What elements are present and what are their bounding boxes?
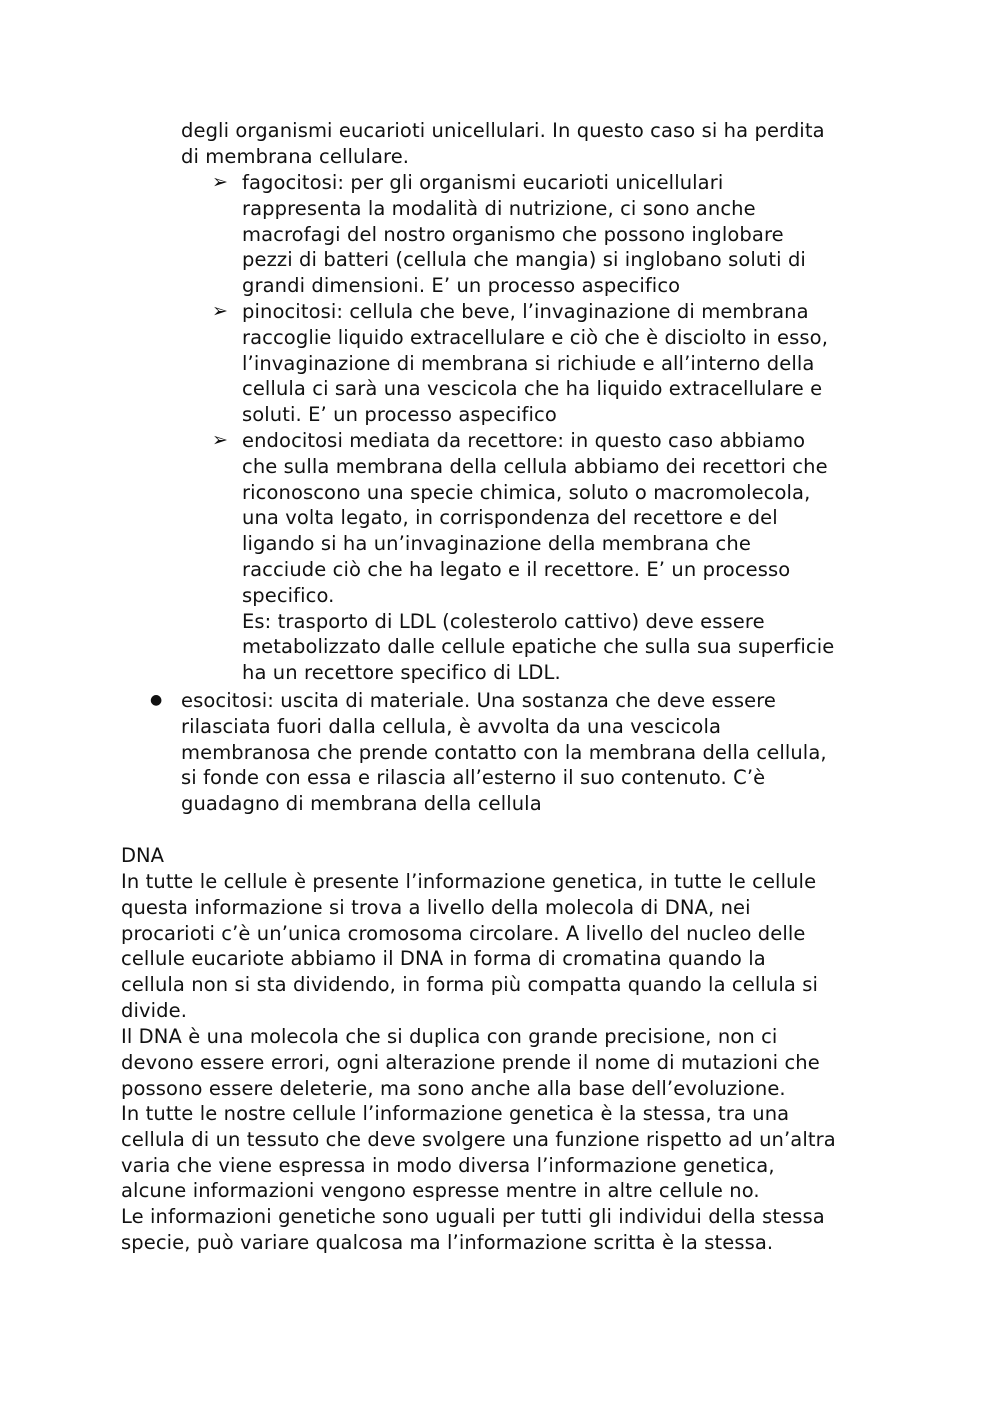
text-line: rilasciata fuori dalla cellula, è avvolta da una vescicola [181, 714, 722, 738]
text-line: cellula di un tessuto che deve svolgere una funzione rispetto ad un’altra [121, 1127, 836, 1151]
text-line: specie, può variare qualcosa ma l’informazione scritta è la stessa. [121, 1230, 774, 1254]
text-line: l’invaginazione di membrana si richiude e all’interno della [242, 351, 815, 375]
arrow-bullet-icon: ➢ [212, 300, 228, 322]
text-line: una volta legato, in corrispondenza del recettore e del [242, 506, 778, 530]
text-line: procarioti c’è un’unica cromosoma circolare. A livello del nucleo delle [121, 921, 806, 945]
text-line: pinocitosi: cellula che beve, l’invaginazione di membrana [242, 300, 809, 323]
text-line: riconoscono una specie chimica, soluto o macromolecola, [242, 480, 811, 504]
text-line: divide. [121, 998, 188, 1022]
text-line: esocitosi: uscita di materiale. Una sostanza che deve essere [181, 689, 777, 712]
text-line: In tutte le nostre cellule l’informazione genetica è la stessa, tra una [121, 1102, 790, 1125]
text-line: devono essere errori, ogni alterazione prende il nome di mutazioni che [121, 1050, 820, 1074]
paragraph [121, 1024, 891, 1101]
text-line: guadagno di membrana della cellula [181, 792, 542, 816]
arrow-bullet-icon: ➢ [212, 171, 228, 193]
list-item-text [242, 428, 882, 686]
arrow-bullet-icon: ➢ [212, 429, 228, 451]
text-line: alcune informazioni vengono espresse mentre in altre cellule no. [121, 1179, 760, 1203]
text-line: raccoglie liquido extracellulare e ciò che è disciolto in esso, [242, 325, 828, 349]
text-line: soluti. E’ un processo aspecifico [242, 403, 557, 427]
list-item-text [242, 299, 882, 428]
text-line: racciude ciò che ha legato e il recettore. E’ un processo [242, 557, 791, 581]
text-line: grandi dimensioni. E’ un processo aspecifico [242, 274, 681, 298]
list-item-text [181, 688, 881, 817]
list-item-text [242, 170, 882, 299]
dot-bullet-icon: ● [150, 692, 163, 708]
text-line: ha un recettore specifico di LDL. [242, 661, 561, 685]
text-line: ligando si ha un’invaginazione della membrana che [242, 532, 751, 556]
text-line: varia che viene espressa in modo diversa l’informazione genetica, [121, 1153, 775, 1177]
paragraph [121, 1101, 891, 1204]
text-line: fagocitosi: per gli organismi eucarioti unicellulari [242, 171, 724, 194]
text-line: specifico. [242, 583, 335, 607]
text-line: In tutte le cellule è presente l’informazione genetica, in tutte le cellule [121, 870, 817, 893]
text-line: metabolizzato dalle cellule epatiche che sulla sua superficie [242, 635, 835, 659]
text-line: che sulla membrana della cellula abbiamo dei recettori che [242, 454, 828, 478]
text-line: rappresenta la modalità di nutrizione, ci sono anche [242, 196, 756, 220]
text-line: cellula ci sarà una vescicola che ha liquido extracellulare e [242, 377, 823, 401]
section-heading-dna: DNA [121, 844, 164, 867]
text-line: cellule eucariote abbiamo il DNA in forma di cromatina quando la [121, 947, 766, 971]
text-line: Es: trasporto di LDL (colesterolo cattivo) deve essere [242, 609, 765, 633]
text-line: Le informazioni genetiche sono uguali per tutti gli individui della stessa [121, 1205, 825, 1228]
text-line: macrofagi del nostro organismo che possono inglobare [242, 222, 784, 246]
text-line: membranosa che prende contatto con la membrana della cellula, [181, 740, 827, 764]
paragraph [121, 1204, 891, 1256]
intro-text [181, 118, 881, 170]
text-line: endocitosi mediata da recettore: in questo caso abbiamo [242, 429, 806, 452]
paragraph [121, 869, 891, 1024]
text-line: possono essere deleterie, ma sono anche alla base dell’evoluzione. [121, 1076, 786, 1100]
text-line: cellula non si sta dividendo, in forma più compatta quando la cellula si [121, 973, 818, 997]
text-line: degli organismi eucarioti unicellulari. In questo caso si ha perdita [181, 119, 825, 142]
text-line: si fonde con essa e rilascia all’esterno il suo contenuto. C’è [181, 766, 766, 790]
text-line: questa informazione si trova a livello della molecola di DNA, nei [121, 895, 751, 919]
text-line: Il DNA è una molecola che si duplica con grande precisione, non ci [121, 1025, 778, 1048]
text-line: pezzi di batteri (cellula che mangia) si inglobano soluti di [242, 248, 806, 272]
text-line: di membrana cellulare. [181, 144, 410, 168]
